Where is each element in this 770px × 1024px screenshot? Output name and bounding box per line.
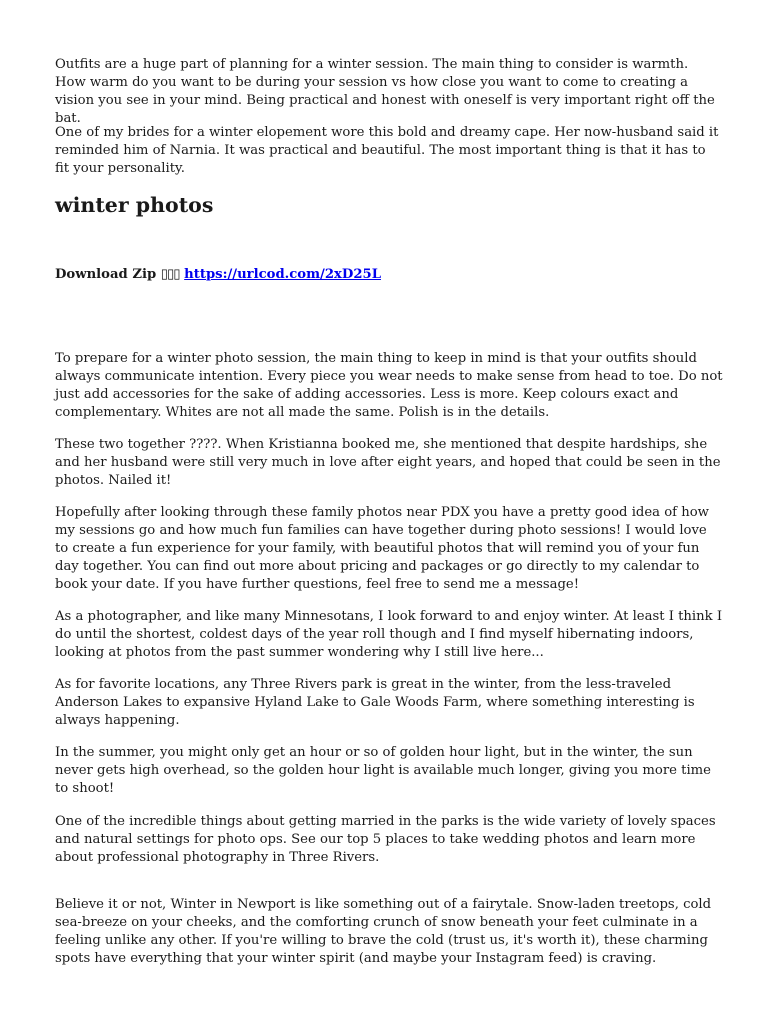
paragraph-newport: Believe it or not, Winter in Newport is like something out of a fairytale. Snow-laden treetops, cold sea-breeze on your cheeks, and the comforting crunch of snow beneath your feet culminate in a feeling unlike any other. If you're willing to brave the cold (trust us, it's worth it), these charming spots have everything that your winter spirit (and maybe your Instagram feed) is craving. [55,897,712,966]
paragraph-parks: One of the incredible things about getting married in the parks is the wide variety of lovely spaces and natural settings for photo ops. See our top 5 places to take wedding photos and learn more about professional photography in Three Rivers. [55,814,716,865]
missing-glyph-boxes: ▯▯▯ [160,267,180,282]
download-link[interactable]: https://urlcod.com/2xD25L [184,267,381,282]
paragraph-narnia-cape: One of my brides for a winter elopement wore this bold and dreamy cape. Her now-husband said it reminded him of Narnia. It was practical and beautiful. The most important thing is that it has to fit your personality. [55,125,719,176]
paragraph-kristianna: These two together ????. When Kristianna booked me, she mentioned that despite hardships, she and her husband were still very much in love after eight years, and hoped that could be seen in the photos. Nailed it! [55,437,721,488]
download-line [55,266,381,284]
paragraph-outfits: Outfits are a huge part of planning for a winter session. The main thing to consider is warmth. How warm do you want to be during your session vs how close you want to come to creating a vision you see in your mind. Being practical and honest with oneself is very important right off the bat. [55,57,715,126]
download-label: Download Zip [55,267,157,282]
paragraph-golden-hour: In the summer, you might only get an hour or so of golden hour light, but in the winter, the sun never gets high overhead, so the golden hour light is available much longer, giving you more time to shoot! [55,745,711,796]
paragraph-locations: As for favorite locations, any Three Rivers park is great in the winter, from the less-traveled Anderson Lakes to expansive Hyland Lake to Gale Woods Farm, where something interesting is always happening. [55,677,695,728]
section-heading: winter photos [55,193,214,217]
paragraph-family-photos: Hopefully after looking through these family photos near PDX you have a pretty good idea of how my sessions go and how much fun families can have together during photo sessions! I would love to create a fun experience for your family, with beautiful photos that will remind you of your fun day together. You can find out more about pricing and packages or go directly to my calendar to book your date. If you have further questions, feel free to send me a message! [55,505,709,592]
paragraph-prepare-session: To prepare for a winter photo session, the main thing to keep in mind is that your outfits should always communicate intention. Every piece you wear needs to make sense from head to toe. Do not just add accessories for the sake of adding accessories. Less is more. Keep colours exact and complementary. Whites are not all made the same. Polish is in the details. [55,351,723,420]
paragraph-minnesotans: As a photographer, and like many Minnesotans, I look forward to and enjoy winter. At least I think I do until the shortest, coldest days of the year roll though and I find myself hibernating indoors, looking at photos from the past summer wondering why I still live here... [55,609,723,660]
